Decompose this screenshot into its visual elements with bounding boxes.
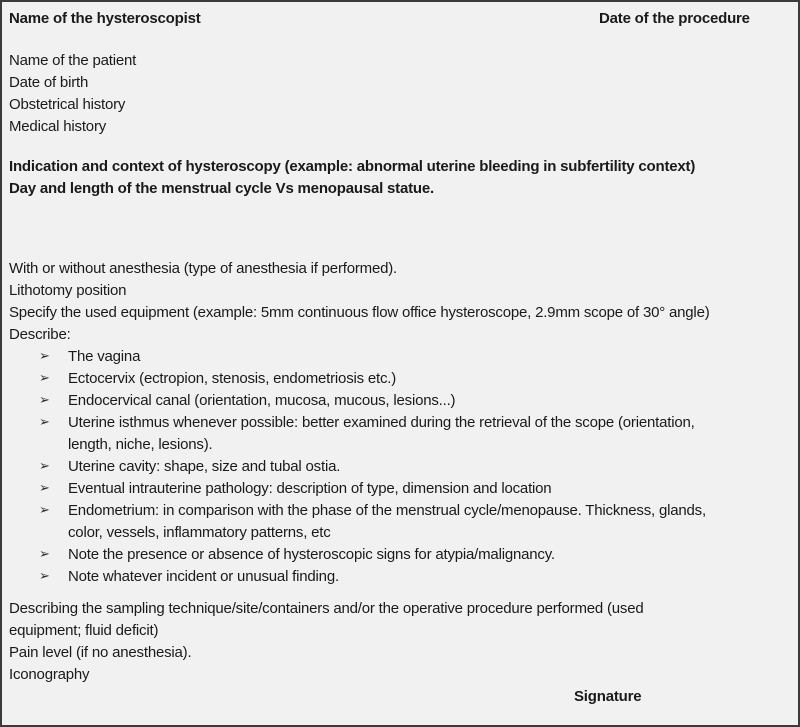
- list-item-text: Endometrium: in comparison with the phase of the menstrual cycle/menopause. Thickness, glands,: [68, 502, 706, 519]
- list-item-intrauterine-pathology: [9, 478, 792, 500]
- arrow-bullet-icon: ➢: [39, 393, 50, 408]
- list-item-ectocervix: [9, 368, 792, 390]
- spacer: [9, 30, 792, 50]
- arrow-bullet-icon: ➢: [39, 371, 50, 386]
- sampling-technique-line-continued: equipment; fluid deficit): [9, 622, 159, 639]
- arrow-bullet-icon: ➢: [39, 415, 50, 430]
- pain-level-line: Pain level (if no anesthesia).: [9, 644, 192, 661]
- describe-list: [9, 346, 792, 588]
- arrow-bullet-icon: ➢: [39, 547, 50, 562]
- list-item-text: Endocervical canal (orientation, mucosa, mucous, lesions...): [68, 392, 456, 409]
- lithotomy-position-line: Lithotomy position: [9, 282, 127, 299]
- hysteroscopist-name-label: Name of the hysteroscopist: [9, 10, 201, 27]
- signature-label: Signature: [574, 688, 642, 705]
- list-item-endometrium: [9, 500, 792, 544]
- list-item-incident-finding: [9, 566, 792, 588]
- indication-context-line: Indication and context of hysteroscopy (example: abnormal uterine bleeding in subfertility context): [9, 158, 696, 175]
- medical-history-line: Medical history: [9, 118, 107, 135]
- list-item-endocervical-canal: [9, 390, 792, 412]
- spacer: [9, 138, 792, 156]
- arrow-bullet-icon: ➢: [39, 459, 50, 474]
- list-item-text: Note whatever incident or unusual finding.: [68, 568, 339, 585]
- arrow-bullet-icon: ➢: [39, 349, 50, 364]
- list-item-text: Uterine isthmus whenever possible: better examined during the retrieval of the scope (orientation,: [68, 414, 695, 431]
- date-of-birth-line: Date of birth: [9, 74, 89, 91]
- list-item-text: Ectocervix (ectropion, stenosis, endometriosis etc.): [68, 370, 397, 387]
- list-item-text: The vagina: [68, 348, 141, 365]
- list-item-uterine-isthmus: [9, 412, 792, 456]
- equipment-line: Specify the used equipment (example: 5mm continuous flow office hysteroscope, 2.9mm scope of 30° angle): [9, 304, 710, 321]
- list-item-text: Uterine cavity: shape, size and tubal ostia.: [68, 458, 341, 475]
- list-item-text-continued: color, vessels, inflammatory patterns, etc: [68, 524, 331, 541]
- sampling-technique-line: Describing the sampling technique/site/containers and/or the operative procedure performed (used: [9, 600, 644, 617]
- procedure-date-label: Date of the procedure: [599, 10, 750, 27]
- iconography-line: Iconography: [9, 666, 90, 683]
- list-item-vagina: [9, 346, 792, 368]
- list-item-text-continued: length, niche, lesions).: [68, 436, 213, 453]
- describe-label: Describe:: [9, 326, 71, 343]
- obstetrical-history-line: Obstetrical history: [9, 96, 126, 113]
- menstrual-cycle-line: Day and length of the menstrual cycle Vs menopausal statue.: [9, 180, 434, 197]
- list-item-uterine-cavity: [9, 456, 792, 478]
- arrow-bullet-icon: ➢: [39, 503, 50, 518]
- spacer: [9, 588, 792, 598]
- list-item-text: Note the presence or absence of hysteroscopic signs for atypia/malignancy.: [68, 546, 555, 563]
- spacer: [9, 200, 792, 258]
- arrow-bullet-icon: ➢: [39, 569, 50, 584]
- arrow-bullet-icon: ➢: [39, 481, 50, 496]
- list-item-text: Eventual intrauterine pathology: description of type, dimension and location: [68, 480, 552, 497]
- list-item-atypia-signs: [9, 544, 792, 566]
- anesthesia-line: With or without anesthesia (type of anesthesia if performed).: [9, 260, 397, 277]
- patient-name-line: Name of the patient: [9, 52, 137, 69]
- document-header: [9, 8, 792, 30]
